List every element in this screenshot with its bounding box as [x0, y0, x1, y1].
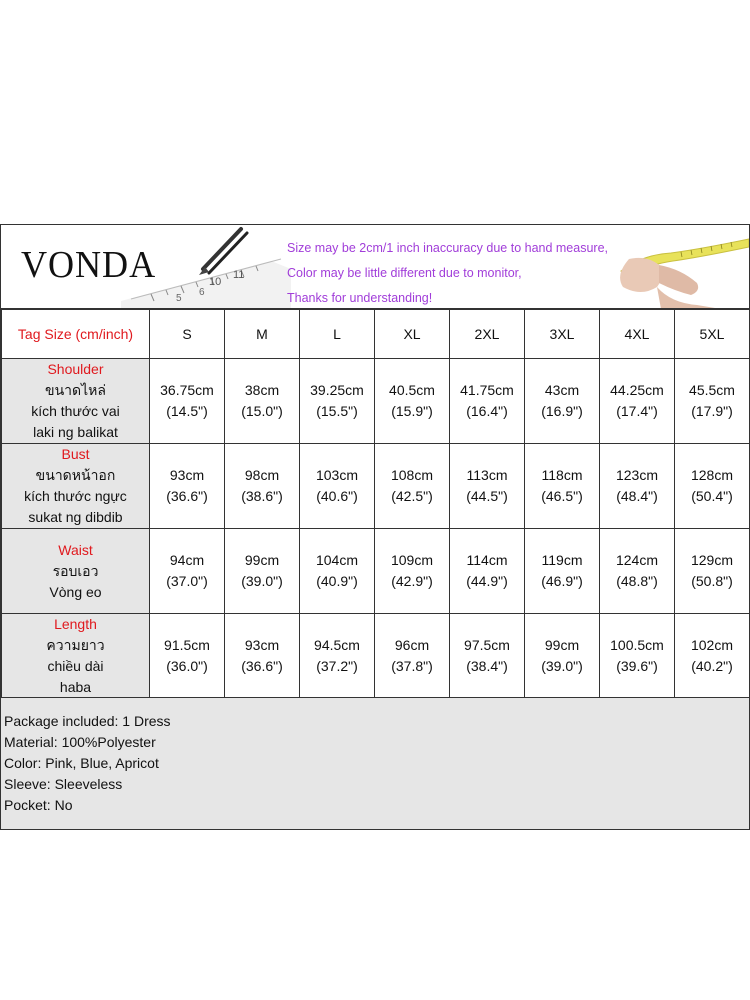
measurement-row-waist — [2, 529, 750, 614]
value-inch: (15.9") — [391, 403, 433, 419]
measurement-label — [2, 444, 150, 529]
size-header-l: L — [300, 310, 375, 359]
measurement-cell — [525, 444, 600, 529]
value-inch: (46.9") — [541, 573, 583, 589]
measurement-cell — [300, 529, 375, 614]
size-header-xl: XL — [375, 310, 450, 359]
value-inch: (17.4") — [616, 403, 658, 419]
detail-package: Package included: 1 Dress — [4, 713, 171, 729]
value-inch: (37.8") — [391, 658, 433, 674]
measurement-cell — [375, 359, 450, 444]
size-header-2xl: 2XL — [450, 310, 525, 359]
measurement-cell — [675, 614, 750, 699]
value-inch: (42.9") — [391, 573, 433, 589]
measurement-cell — [375, 529, 450, 614]
measurement-name: Shoulder — [47, 361, 104, 377]
value-cm: 128cm — [690, 467, 734, 483]
measurement-cell — [450, 614, 525, 699]
detail-color: Color: Pink, Blue, Apricot — [4, 755, 159, 771]
brand-logo: VONDA — [21, 244, 157, 286]
value-cm: 93cm — [244, 637, 280, 653]
size-chart — [0, 224, 750, 830]
measurement-cell — [525, 359, 600, 444]
value-inch: (50.8") — [691, 573, 733, 589]
measurement-cell — [600, 359, 675, 444]
note-line: Color may be little different due to monitor, — [287, 266, 522, 280]
value-inch: (44.9") — [466, 573, 508, 589]
value-inch: (40.6") — [316, 488, 358, 504]
measurement-translation: ขนาดไหล่ — [45, 382, 106, 398]
measurement-cell — [525, 529, 600, 614]
size-header-5xl: 5XL — [675, 310, 750, 359]
value-cm: 118cm — [541, 467, 583, 483]
value-inch: (36.6") — [241, 658, 283, 674]
value-cm: 45.5cm — [689, 382, 735, 398]
value-inch: (48.4") — [616, 488, 658, 504]
value-cm: 97.5cm — [464, 637, 510, 653]
measurement-cell — [225, 529, 300, 614]
measurement-cell — [375, 444, 450, 529]
value-cm: 38cm — [244, 382, 280, 398]
measurement-cell — [450, 359, 525, 444]
size-header-3xl: 3XL — [525, 310, 600, 359]
measurement-cell — [300, 614, 375, 699]
measurement-cell — [450, 529, 525, 614]
value-inch: (17.9") — [691, 403, 733, 419]
measurement-label — [2, 529, 150, 614]
measurement-cell — [300, 359, 375, 444]
size-table — [1, 309, 750, 699]
banner — [1, 225, 749, 309]
measurement-cell — [450, 444, 525, 529]
value-cm: 124cm — [615, 552, 659, 568]
measurement-row-length — [2, 614, 750, 699]
measurement-row-shoulder — [2, 359, 750, 444]
measurement-name: Waist — [58, 541, 93, 558]
measurement-cell — [600, 614, 675, 699]
value-inch: (38.6") — [241, 488, 283, 504]
value-inch: (38.4") — [466, 658, 508, 674]
value-cm: 103cm — [315, 467, 359, 483]
value-inch: (42.5") — [391, 488, 433, 504]
measurement-translation: รอบเอว — [52, 562, 99, 579]
value-cm: 99cm — [544, 637, 580, 653]
value-cm: 44.25cm — [610, 382, 664, 398]
measurement-cell — [525, 614, 600, 699]
value-inch: (44.5") — [466, 488, 508, 504]
value-inch: (39.6") — [616, 658, 658, 674]
value-inch: (36.6") — [166, 488, 208, 504]
value-cm: 41.75cm — [460, 382, 514, 398]
product-details — [1, 697, 749, 829]
detail-material: Material: 100%Polyester — [4, 734, 156, 750]
value-inch: (16.9") — [541, 403, 583, 419]
value-inch: (16.4") — [466, 403, 508, 419]
value-inch: (39.0") — [541, 658, 583, 674]
measurement-row-bust — [2, 444, 750, 529]
measurement-translation: ขนาดหน้าอก — [35, 467, 116, 483]
value-cm: 96cm — [394, 637, 430, 653]
value-inch: (37.2") — [316, 658, 358, 674]
value-cm: 99cm — [244, 552, 280, 568]
value-cm: 93cm — [169, 467, 205, 483]
value-cm: 119cm — [541, 552, 583, 568]
value-cm: 113cm — [466, 467, 508, 483]
size-header-m: M — [225, 310, 300, 359]
value-cm: 39.25cm — [310, 382, 364, 398]
value-inch: (50.4") — [691, 488, 733, 504]
measurement-cell — [225, 614, 300, 699]
value-inch: (37.0") — [166, 573, 208, 589]
measurement-cell — [150, 614, 225, 699]
measurement-name: Length — [54, 616, 97, 632]
value-cm: 36.75cm — [160, 382, 214, 398]
value-cm: 108cm — [390, 467, 434, 483]
value-cm: 43cm — [544, 382, 580, 398]
measurement-translation: ความยาว — [46, 637, 105, 653]
ruler-number-1: 5 — [176, 293, 182, 304]
size-header-row — [2, 310, 750, 359]
value-cm: 98cm — [244, 467, 280, 483]
tag-size-label: Tag Size (cm/inch) — [2, 310, 150, 359]
measurement-cell — [150, 359, 225, 444]
pencil-ruler-icon — [121, 225, 291, 309]
value-cm: 109cm — [390, 552, 434, 568]
size-header-s: S — [150, 310, 225, 359]
value-inch: (40.2") — [691, 658, 733, 674]
ruler-number-2: 6 — [199, 287, 205, 298]
measurement-label — [2, 614, 150, 699]
value-cm: 114cm — [466, 552, 508, 568]
ruler-number-4: 11 — [233, 269, 245, 281]
value-inch: (40.9") — [316, 573, 358, 589]
value-inch: (46.5") — [541, 488, 583, 504]
measurement-cell — [225, 444, 300, 529]
disclaimer-notes — [287, 236, 608, 309]
value-cm: 102cm — [690, 637, 734, 653]
value-inch: (39.0") — [241, 573, 283, 589]
measurement-cell — [225, 359, 300, 444]
measurement-translation: haba — [59, 679, 92, 695]
detail-sleeve: Sleeve: Sleeveless — [4, 776, 123, 792]
value-cm: 104cm — [315, 552, 359, 568]
note-line: Size may be 2cm/1 inch inaccuracy due to hand measure, — [287, 241, 609, 255]
value-inch: (15.0") — [241, 403, 283, 419]
measurement-cell — [300, 444, 375, 529]
value-cm: 91.5cm — [164, 637, 210, 653]
measurement-cell — [150, 529, 225, 614]
note-line: Thanks for understanding! — [287, 291, 433, 305]
measurement-cell — [600, 529, 675, 614]
ruler-number-3: 10 — [209, 276, 222, 288]
value-inch: (15.5") — [316, 403, 358, 419]
measurement-translation: chiều dài — [47, 658, 104, 674]
measurement-translation: sukat ng dibdib — [28, 509, 123, 525]
value-cm: 100.5cm — [610, 637, 664, 653]
value-cm: 94cm — [169, 552, 205, 568]
detail-pocket: Pocket: No — [4, 797, 73, 813]
measurement-translation: laki ng balikat — [33, 424, 118, 440]
measurement-translation: Vòng eo — [49, 583, 102, 600]
measurement-cell — [675, 529, 750, 614]
value-cm: 129cm — [690, 552, 734, 568]
measurement-translation: kích thước ngực — [24, 488, 127, 504]
measurement-name: Bust — [61, 446, 90, 462]
measurement-cell — [600, 444, 675, 529]
measurement-label — [2, 359, 150, 444]
measurement-cell — [150, 444, 225, 529]
measurement-cell — [675, 359, 750, 444]
value-cm: 123cm — [615, 467, 659, 483]
measurement-translation: kích thước vai — [31, 403, 120, 419]
size-header-4xl: 4XL — [600, 310, 675, 359]
value-cm: 40.5cm — [389, 382, 435, 398]
value-inch: (36.0") — [166, 658, 208, 674]
value-cm: 94.5cm — [314, 637, 360, 653]
measurement-cell — [675, 444, 750, 529]
measurement-cell — [375, 614, 450, 699]
value-inch: (14.5") — [166, 403, 208, 419]
value-inch: (48.8") — [616, 573, 658, 589]
measuring-tape-icon — [601, 225, 749, 309]
